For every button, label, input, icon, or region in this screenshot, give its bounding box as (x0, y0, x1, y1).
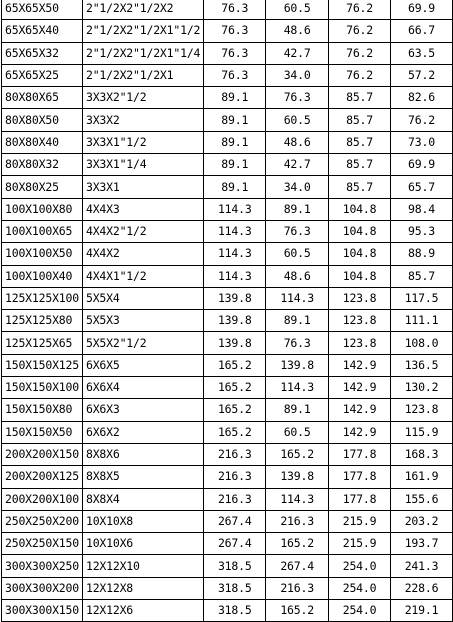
outer-diameter-run-cell: 165.2 (204, 377, 266, 399)
table-row (2, 577, 453, 599)
outer-diameter-outlet-cell: 48.6 (266, 265, 329, 287)
outer-diameter-run-cell: 89.1 (204, 109, 266, 131)
center-to-end-outlet-cell: 82.6 (391, 87, 453, 109)
size-mm-cell: 65X65X32 (2, 42, 83, 64)
center-to-end-run-cell: 85.7 (329, 109, 391, 131)
outer-diameter-outlet-cell: 139.8 (266, 466, 329, 488)
outer-diameter-outlet-cell: 60.5 (266, 0, 329, 20)
outer-diameter-run-cell: 318.5 (204, 600, 266, 622)
outer-diameter-outlet-cell: 114.3 (266, 377, 329, 399)
center-to-end-run-cell: 123.8 (329, 287, 391, 309)
outer-diameter-run-cell: 139.8 (204, 310, 266, 332)
center-to-end-run-cell: 142.9 (329, 421, 391, 443)
size-inch-cell: 4X4X3 (82, 198, 203, 220)
table-row (2, 265, 453, 287)
center-to-end-outlet-cell: 136.5 (391, 354, 453, 376)
outer-diameter-outlet-cell: 34.0 (266, 176, 329, 198)
outer-diameter-outlet-cell: 48.6 (266, 131, 329, 153)
table-row (2, 466, 453, 488)
center-to-end-outlet-cell: 117.5 (391, 287, 453, 309)
size-mm-cell: 100X100X80 (2, 198, 83, 220)
table-row (2, 399, 453, 421)
outer-diameter-run-cell: 139.8 (204, 287, 266, 309)
outer-diameter-run-cell: 216.3 (204, 443, 266, 465)
center-to-end-outlet-cell: 203.2 (391, 510, 453, 532)
table-row (2, 443, 453, 465)
outer-diameter-run-cell: 267.4 (204, 510, 266, 532)
size-mm-cell: 150X150X50 (2, 421, 83, 443)
outer-diameter-outlet-cell: 76.3 (266, 332, 329, 354)
center-to-end-outlet-cell: 65.7 (391, 176, 453, 198)
table-row (2, 64, 453, 86)
size-inch-cell: 12X12X6 (82, 600, 203, 622)
outer-diameter-run-cell: 89.1 (204, 131, 266, 153)
size-mm-cell: 250X250X200 (2, 510, 83, 532)
table-row (2, 20, 453, 42)
size-mm-cell: 125X125X100 (2, 287, 83, 309)
table-row (2, 243, 453, 265)
table-row (2, 510, 453, 532)
center-to-end-outlet-cell: 219.1 (391, 600, 453, 622)
center-to-end-run-cell: 76.2 (329, 64, 391, 86)
outer-diameter-outlet-cell: 34.0 (266, 64, 329, 86)
center-to-end-run-cell: 177.8 (329, 443, 391, 465)
table-row (2, 488, 453, 510)
size-inch-cell: 6X6X2 (82, 421, 203, 443)
center-to-end-outlet-cell: 88.9 (391, 243, 453, 265)
outer-diameter-outlet-cell: 60.5 (266, 243, 329, 265)
outer-diameter-outlet-cell: 139.8 (266, 354, 329, 376)
outer-diameter-outlet-cell: 267.4 (266, 555, 329, 577)
size-mm-cell: 300X300X250 (2, 555, 83, 577)
outer-diameter-run-cell: 318.5 (204, 555, 266, 577)
center-to-end-run-cell: 215.9 (329, 533, 391, 555)
table-row (2, 332, 453, 354)
size-mm-cell: 250X250X150 (2, 533, 83, 555)
outer-diameter-outlet-cell: 89.1 (266, 198, 329, 220)
outer-diameter-outlet-cell: 114.3 (266, 488, 329, 510)
size-inch-cell: 10X10X6 (82, 533, 203, 555)
center-to-end-outlet-cell: 228.6 (391, 577, 453, 599)
center-to-end-outlet-cell: 95.3 (391, 220, 453, 242)
outer-diameter-run-cell: 216.3 (204, 466, 266, 488)
table-row (2, 87, 453, 109)
size-mm-cell: 125X125X65 (2, 332, 83, 354)
outer-diameter-outlet-cell: 89.1 (266, 310, 329, 332)
table-row (2, 600, 453, 622)
center-to-end-outlet-cell: 161.9 (391, 466, 453, 488)
outer-diameter-outlet-cell: 42.7 (266, 42, 329, 64)
size-mm-cell: 200X200X100 (2, 488, 83, 510)
outer-diameter-run-cell: 89.1 (204, 176, 266, 198)
size-inch-cell: 6X6X3 (82, 399, 203, 421)
size-mm-cell: 200X200X150 (2, 443, 83, 465)
center-to-end-outlet-cell: 130.2 (391, 377, 453, 399)
center-to-end-run-cell: 142.9 (329, 377, 391, 399)
table-row (2, 220, 453, 242)
size-inch-cell: 3X3X2"1/2 (82, 87, 203, 109)
size-inch-cell: 8X8X4 (82, 488, 203, 510)
center-to-end-outlet-cell: 168.3 (391, 443, 453, 465)
table-body (2, 0, 453, 622)
outer-diameter-outlet-cell: 60.5 (266, 421, 329, 443)
table-row (2, 154, 453, 176)
size-inch-cell: 3X3X2 (82, 109, 203, 131)
outer-diameter-outlet-cell: 76.3 (266, 87, 329, 109)
table-row (2, 287, 453, 309)
size-inch-cell: 3X3X1"1/2 (82, 131, 203, 153)
outer-diameter-outlet-cell: 114.3 (266, 287, 329, 309)
size-mm-cell: 150X150X125 (2, 354, 83, 376)
size-mm-cell: 80X80X32 (2, 154, 83, 176)
size-inch-cell: 5X5X4 (82, 287, 203, 309)
outer-diameter-run-cell: 114.3 (204, 198, 266, 220)
outer-diameter-outlet-cell: 76.3 (266, 220, 329, 242)
outer-diameter-run-cell: 76.3 (204, 20, 266, 42)
size-mm-cell: 200X200X125 (2, 466, 83, 488)
size-mm-cell: 100X100X65 (2, 220, 83, 242)
size-mm-cell: 80X80X40 (2, 131, 83, 153)
size-inch-cell: 6X6X5 (82, 354, 203, 376)
outer-diameter-run-cell: 114.3 (204, 265, 266, 287)
size-inch-cell: 4X4X2 (82, 243, 203, 265)
table-row (2, 377, 453, 399)
center-to-end-run-cell: 76.2 (329, 0, 391, 20)
outer-diameter-run-cell: 114.3 (204, 220, 266, 242)
outer-diameter-run-cell: 89.1 (204, 154, 266, 176)
center-to-end-run-cell: 123.8 (329, 332, 391, 354)
outer-diameter-run-cell: 89.1 (204, 87, 266, 109)
center-to-end-outlet-cell: 76.2 (391, 109, 453, 131)
center-to-end-outlet-cell: 98.4 (391, 198, 453, 220)
size-inch-cell: 12X12X10 (82, 555, 203, 577)
table-row (2, 310, 453, 332)
size-inch-cell: 12X12X8 (82, 577, 203, 599)
table-row (2, 198, 453, 220)
size-mm-cell: 150X150X100 (2, 377, 83, 399)
center-to-end-outlet-cell: 115.9 (391, 421, 453, 443)
center-to-end-run-cell: 123.8 (329, 310, 391, 332)
outer-diameter-run-cell: 216.3 (204, 488, 266, 510)
outer-diameter-run-cell: 76.3 (204, 42, 266, 64)
center-to-end-outlet-cell: 155.6 (391, 488, 453, 510)
center-to-end-run-cell: 254.0 (329, 555, 391, 577)
size-mm-cell: 65X65X50 (2, 0, 83, 20)
outer-diameter-outlet-cell: 216.3 (266, 577, 329, 599)
size-inch-cell: 8X8X6 (82, 443, 203, 465)
center-to-end-run-cell: 254.0 (329, 577, 391, 599)
size-inch-cell: 3X3X1"1/4 (82, 154, 203, 176)
center-to-end-run-cell: 85.7 (329, 154, 391, 176)
outer-diameter-outlet-cell: 42.7 (266, 154, 329, 176)
center-to-end-outlet-cell: 73.0 (391, 131, 453, 153)
center-to-end-run-cell: 85.7 (329, 87, 391, 109)
table-container (1, 0, 453, 622)
center-to-end-run-cell: 254.0 (329, 600, 391, 622)
table-row (2, 176, 453, 198)
outer-diameter-outlet-cell: 89.1 (266, 399, 329, 421)
center-to-end-run-cell: 76.2 (329, 20, 391, 42)
center-to-end-run-cell: 104.8 (329, 198, 391, 220)
center-to-end-outlet-cell: 111.1 (391, 310, 453, 332)
center-to-end-run-cell: 215.9 (329, 510, 391, 532)
center-to-end-outlet-cell: 193.7 (391, 533, 453, 555)
size-mm-cell: 65X65X40 (2, 20, 83, 42)
outer-diameter-run-cell: 76.3 (204, 0, 266, 20)
size-inch-cell: 2"1/2X2"1/2X1 (82, 64, 203, 86)
size-mm-cell: 300X300X150 (2, 600, 83, 622)
size-inch-cell: 8X8X5 (82, 466, 203, 488)
outer-diameter-run-cell: 139.8 (204, 332, 266, 354)
center-to-end-outlet-cell: 108.0 (391, 332, 453, 354)
size-mm-cell: 125X125X80 (2, 310, 83, 332)
center-to-end-run-cell: 142.9 (329, 354, 391, 376)
center-to-end-run-cell: 104.8 (329, 265, 391, 287)
size-mm-cell: 150X150X80 (2, 399, 83, 421)
outer-diameter-outlet-cell: 165.2 (266, 600, 329, 622)
table-row (2, 109, 453, 131)
center-to-end-outlet-cell: 66.7 (391, 20, 453, 42)
size-inch-cell: 2"1/2X2"1/2X2 (82, 0, 203, 20)
outer-diameter-run-cell: 165.2 (204, 354, 266, 376)
center-to-end-run-cell: 142.9 (329, 399, 391, 421)
table-row (2, 533, 453, 555)
outer-diameter-run-cell: 114.3 (204, 243, 266, 265)
center-to-end-run-cell: 104.8 (329, 220, 391, 242)
center-to-end-run-cell: 76.2 (329, 42, 391, 64)
center-to-end-run-cell: 85.7 (329, 131, 391, 153)
center-to-end-run-cell: 177.8 (329, 488, 391, 510)
outer-diameter-run-cell: 267.4 (204, 533, 266, 555)
outer-diameter-run-cell: 165.2 (204, 399, 266, 421)
size-inch-cell: 2"1/2X2"1/2X1"1/2 (82, 20, 203, 42)
size-inch-cell: 5X5X3 (82, 310, 203, 332)
size-inch-cell: 5X5X2"1/2 (82, 332, 203, 354)
center-to-end-run-cell: 85.7 (329, 176, 391, 198)
center-to-end-run-cell: 104.8 (329, 243, 391, 265)
center-to-end-outlet-cell: 69.9 (391, 154, 453, 176)
size-mm-cell: 65X65X25 (2, 64, 83, 86)
outer-diameter-outlet-cell: 165.2 (266, 533, 329, 555)
outer-diameter-outlet-cell: 60.5 (266, 109, 329, 131)
center-to-end-outlet-cell: 123.8 (391, 399, 453, 421)
outer-diameter-run-cell: 165.2 (204, 421, 266, 443)
table-row (2, 0, 453, 20)
size-mm-cell: 80X80X65 (2, 87, 83, 109)
center-to-end-outlet-cell: 85.7 (391, 265, 453, 287)
table-row (2, 354, 453, 376)
size-inch-cell: 2"1/2X2"1/2X1"1/4 (82, 42, 203, 64)
size-inch-cell: 4X4X1"1/2 (82, 265, 203, 287)
outer-diameter-outlet-cell: 48.6 (266, 20, 329, 42)
size-mm-cell: 300X300X200 (2, 577, 83, 599)
size-mm-cell: 80X80X50 (2, 109, 83, 131)
center-to-end-run-cell: 177.8 (329, 466, 391, 488)
table-row (2, 555, 453, 577)
center-to-end-outlet-cell: 63.5 (391, 42, 453, 64)
size-inch-cell: 10X10X8 (82, 510, 203, 532)
center-to-end-outlet-cell: 69.9 (391, 0, 453, 20)
center-to-end-outlet-cell: 241.3 (391, 555, 453, 577)
table-row (2, 421, 453, 443)
size-inch-cell: 4X4X2"1/2 (82, 220, 203, 242)
outer-diameter-run-cell: 76.3 (204, 64, 266, 86)
center-to-end-outlet-cell: 57.2 (391, 64, 453, 86)
size-mm-cell: 80X80X25 (2, 176, 83, 198)
pipe-tee-size-table (1, 0, 453, 622)
table-row (2, 131, 453, 153)
outer-diameter-outlet-cell: 216.3 (266, 510, 329, 532)
table-row (2, 42, 453, 64)
size-inch-cell: 3X3X1 (82, 176, 203, 198)
size-mm-cell: 100X100X40 (2, 265, 83, 287)
outer-diameter-run-cell: 318.5 (204, 577, 266, 599)
size-inch-cell: 6X6X4 (82, 377, 203, 399)
size-mm-cell: 100X100X50 (2, 243, 83, 265)
outer-diameter-outlet-cell: 165.2 (266, 443, 329, 465)
